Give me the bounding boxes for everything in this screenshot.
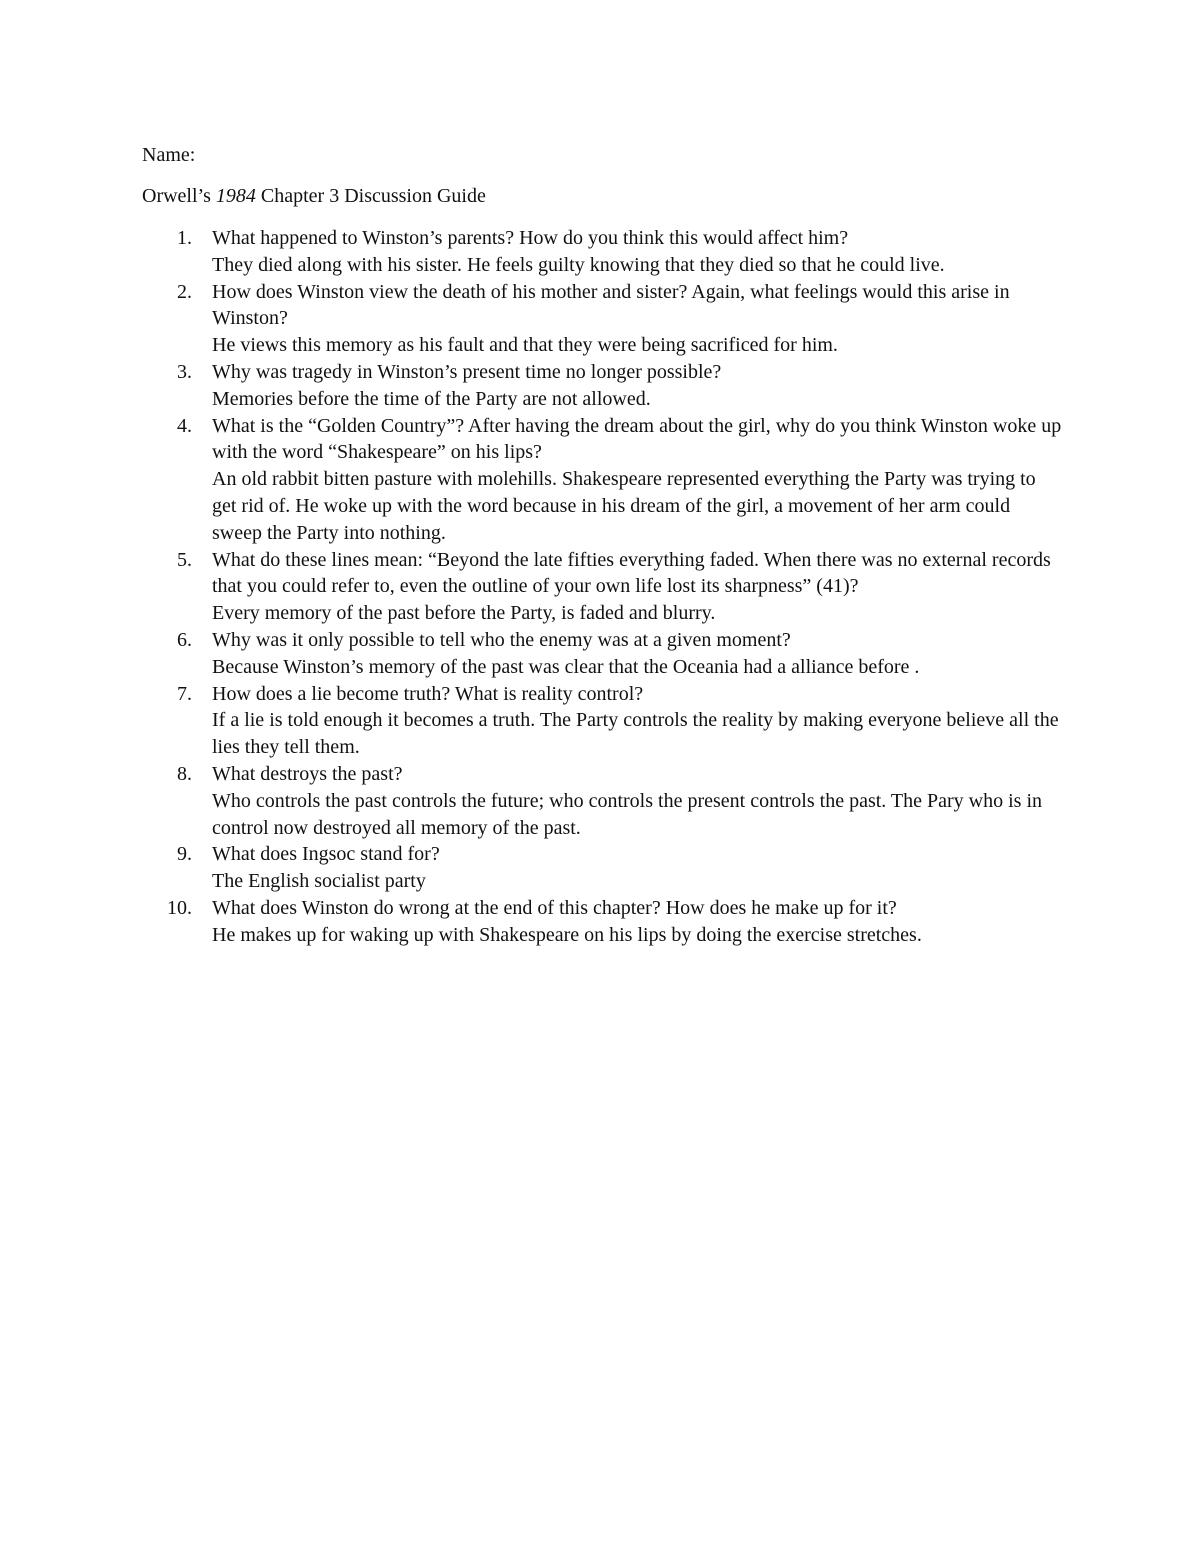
question-text: What happened to Winston’s parents? How do you think this would affect him? — [212, 227, 849, 249]
answer-text: The English socialist party — [212, 870, 426, 893]
question-text: What does Ingsoc stand for? — [212, 843, 440, 866]
answer-text: He views this memory as his fault and that they were being sacrificed for him. — [212, 334, 838, 357]
question-number: 3. — [177, 360, 192, 383]
name-label: Name: — [142, 144, 196, 166]
title-suffix: Chapter 3 Discussion Guide — [255, 185, 486, 207]
question-text: Why was it only possible to tell who the enemy was at a given moment? — [212, 628, 791, 651]
question-item-6 — [142, 627, 1062, 681]
question-item-4 — [142, 413, 1062, 547]
question-text: How does a lie become truth? What is reality control? — [212, 682, 644, 705]
question-number: 1. — [177, 227, 192, 249]
answer-text: Because Winston’s memory of the past was clear that the Oceania had a alliance before . — [212, 655, 920, 678]
question-text: What is the “Golden Country”? After having the dream about the girl, why do you think Winston woke up with the word “Shakespeare” on his lips? — [212, 414, 1062, 464]
answer-text: He makes up for waking up with Shakespeare on his lips by doing the exercise stretches. — [212, 923, 922, 946]
title-book: 1984 — [215, 185, 256, 207]
question-number: 9. — [177, 843, 192, 866]
question-text: Why was tragedy in Winston’s present time no longer possible? — [212, 360, 722, 383]
question-number: 7. — [177, 682, 192, 705]
title-prefix: Orwell’s — [142, 185, 216, 207]
question-item-9 — [142, 841, 1062, 895]
answer-text: An old rabbit bitten pasture with molehills. Shakespeare represented everything the Party was trying to get rid of. He woke up with the word because in his dream of the girl, a movement of her arm could sweep the Party into nothing. — [212, 468, 1036, 544]
document-title — [142, 183, 486, 210]
answer-text: Who controls the past controls the future; who controls the present controls the past. The Pary who is in control now destroyed all memory of the past. — [212, 789, 1043, 839]
question-text: What does Winston do wrong at the end of this chapter? How does he make up for it? — [212, 896, 897, 919]
answer-text: If a lie is told enough it becomes a truth. The Party controls the reality by making everyone believe all the lies they tell them. — [212, 709, 1059, 759]
question-item-3 — [142, 359, 1062, 413]
answer-text: Memories before the time of the Party are not allowed. — [212, 387, 651, 410]
question-list — [142, 225, 1062, 949]
question-text: How does Winston view the death of his mother and sister? Again, what feelings would this arise in Winston? — [212, 280, 1010, 330]
question-number: 4. — [177, 414, 192, 437]
question-item-2 — [142, 279, 1062, 359]
question-number: 2. — [177, 280, 192, 303]
question-item-1 — [142, 225, 1062, 279]
question-item-8 — [142, 761, 1062, 841]
answer-text: Every memory of the past before the Party, is faded and blurry. — [212, 602, 716, 625]
question-number: 8. — [177, 762, 192, 785]
question-item-7 — [142, 681, 1062, 761]
question-item-5 — [142, 547, 1062, 627]
answer-text: They died along with his sister. He feels guilty knowing that they died so that he could live. — [212, 253, 945, 276]
question-item-10 — [142, 895, 1062, 949]
question-number: 5. — [177, 548, 192, 571]
question-number: 6. — [177, 628, 192, 651]
question-text: What destroys the past? — [212, 762, 403, 785]
question-number: 10. — [167, 896, 192, 919]
question-text: What do these lines mean: “Beyond the late fifties everything faded. When there was no external records that you could refer to, even the outline of your own life lost its sharpness” (41)? — [212, 548, 1051, 598]
